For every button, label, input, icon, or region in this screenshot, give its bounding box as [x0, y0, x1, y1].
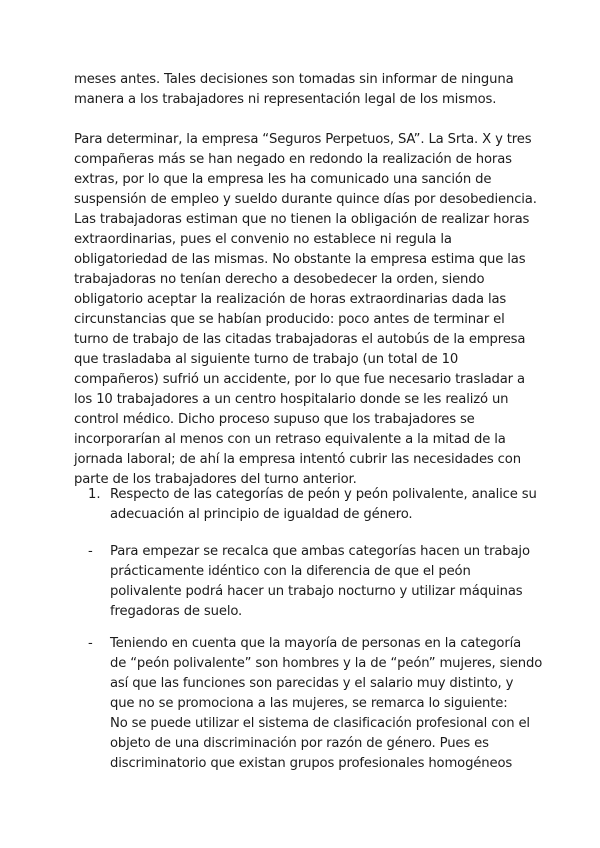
text-line: parte de los trabajadores del turno anterior. [74, 472, 357, 487]
text-line: manera a los trabajadores ni representación legal de los mismos. [74, 92, 497, 107]
text-line: circunstancias que se habían producido: poco antes de terminar el [74, 312, 505, 327]
text-line: obligatorio aceptar la realización de horas extraordinarias dada las [74, 292, 507, 307]
text-line: incorporarían al menos con un retraso equivalente a la mitad de la [74, 432, 506, 447]
text-line: control médico. Dicho proceso supuso que los trabajadores se [74, 412, 475, 427]
text-line: compañeros) sufrió un accidente, por lo que fue necesario trasladar a [74, 372, 525, 387]
text-line: turno de trabajo de las citadas trabajadoras el autobús de la empresa [74, 332, 526, 347]
text-line: suspensión de empleo y sueldo durante quince días por desobediencia. [74, 192, 537, 207]
text-line: adecuación al principio de igualdad de género. [110, 507, 413, 522]
text-line: prácticamente idéntico con la diferencia de que el peón [110, 564, 471, 579]
text-line: objeto de una discriminación por razón de género. Pues es [110, 736, 489, 751]
text-line: Para empezar se recalca que ambas categorías hacen un trabajo [110, 544, 530, 559]
bullet-marker: - [88, 636, 93, 651]
text-line: discriminatorio que existan grupos profesionales homogéneos [110, 756, 513, 771]
text-line: Respecto de las categorías de peón y peón polivalente, analice su [110, 487, 537, 502]
text-line: jornada laboral; de ahí la empresa intentó cubrir las necesidades con [74, 452, 521, 467]
text-line: Las trabajadoras estiman que no tienen la obligación de realizar horas [74, 212, 530, 227]
text-line: extras, por lo que la empresa les ha comunicado una sanción de [74, 172, 492, 187]
text-line: Para determinar, la empresa “Seguros Perpetuos, SA”. La Srta. X y tres [74, 132, 532, 147]
text-line: polivalente podrá hacer un trabajo nocturno y utilizar máquinas [110, 584, 523, 599]
text-line: No se puede utilizar el sistema de clasificación profesional con el [110, 716, 530, 731]
text-line: que trasladaba al siguiente turno de trabajo (un total de 10 [74, 352, 459, 367]
text-line: trabajadoras no tenían derecho a desobedecer la orden, siendo [74, 272, 485, 287]
text-line: de “peón polivalente” son hombres y la de “peón” mujeres, siendo [110, 656, 543, 671]
text-line: Teniendo en cuenta que la mayoría de personas en la categoría [110, 636, 522, 651]
text-line: extraordinarias, pues el convenio no establece ni regula la [74, 232, 452, 247]
text-line: meses antes. Tales decisiones son tomadas sin informar de ninguna [74, 72, 514, 87]
bullet-marker: - [88, 544, 93, 559]
text-line: fregadoras de suelo. [110, 604, 243, 619]
text-line: que no se promociona a las mujeres, se remarca lo siguiente: [110, 696, 508, 711]
text-line: así que las funciones son parecidas y el salario muy distinto, y [110, 676, 514, 691]
list-number: 1. [88, 487, 101, 502]
text-line: los 10 trabajadores a un centro hospitalario donde se les realizó un [74, 392, 509, 407]
text-line: obligatoriedad de las mismas. No obstante la empresa estima que las [74, 252, 526, 267]
text-line: compañeras más se han negado en redondo la realización de horas [74, 152, 512, 167]
